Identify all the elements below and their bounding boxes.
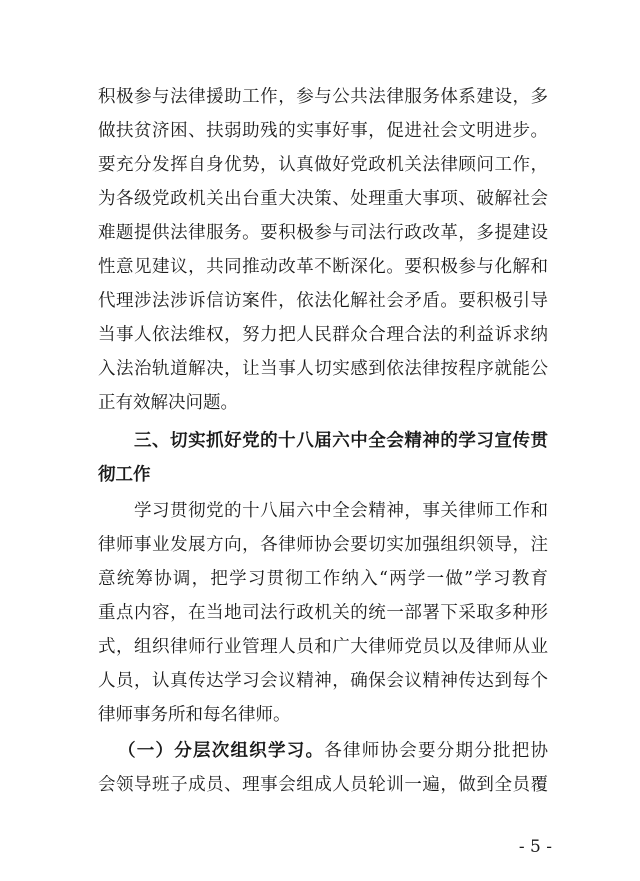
text-line: 当事人依法维权，努力把人民群众合理合法的利益诉求纳 xyxy=(98,325,548,345)
paragraph-line: 会领导班子成员、理事会组成人员轮训一遍，做到全员覆 xyxy=(98,775,548,795)
paragraph-line: 律师事务所和每名律师。 xyxy=(98,705,291,725)
section-heading: 三、切实抓好党的十八届六中全会精神的学习宣传贯 xyxy=(134,431,548,451)
subsection-text: 各律师协会要分期分批把协 xyxy=(324,741,548,761)
text-line: 代理涉法涉诉信访案件，依法化解社会矛盾。要积极引导 xyxy=(98,291,548,311)
paragraph-line: 意统筹协调，把学习贯彻工作纳入“两学一做”学习教育 xyxy=(98,569,548,589)
text-line: 正有效解决问题。 xyxy=(98,393,238,413)
text-line: 入法治轨道解决，让当事人切实感到依法律按程序就能公 xyxy=(98,359,548,379)
subsection-line xyxy=(118,736,548,766)
paragraph-line: 重点内容，在当地司法行政机关的统一部署下采取多种形 xyxy=(98,603,548,623)
paragraph-line: 人员，认真传达学习会议精神，确保会议精神传达到每个 xyxy=(98,671,548,691)
paragraph-line: 律师事业发展方向，各律师协会要切实加强组织领导，注 xyxy=(98,535,548,555)
text-line: 做扶贫济困、扶弱助残的实事好事，促进社会文明进步。 xyxy=(98,121,548,141)
text-line: 性意见建议，共同推动改革不断深化。要积极参与化解和 xyxy=(98,257,548,277)
paragraph-line: 学习贯彻党的十八届六中全会精神，事关律师工作和 xyxy=(134,501,548,521)
text-line: 难题提供法律服务。要积极参与司法行政改革，多提建设 xyxy=(98,223,548,243)
page-number: - 5 - xyxy=(518,837,552,857)
subsection-lead: （一）分层次组织学习。 xyxy=(118,741,325,761)
text-line: 要充分发挥自身优势，认真做好党政机关法律顾问工作， xyxy=(98,155,548,175)
paragraph-line: 式，组织律师行业管理人员和广大律师党员以及律师从业 xyxy=(98,637,548,657)
text-line: 积极参与法律援助工作，参与公共法律服务体系建设，多 xyxy=(98,87,548,107)
text-line: 为各级党政机关出台重大决策、处理重大事项、破解社会 xyxy=(98,189,548,209)
section-heading-continued: 彻工作 xyxy=(98,465,151,485)
